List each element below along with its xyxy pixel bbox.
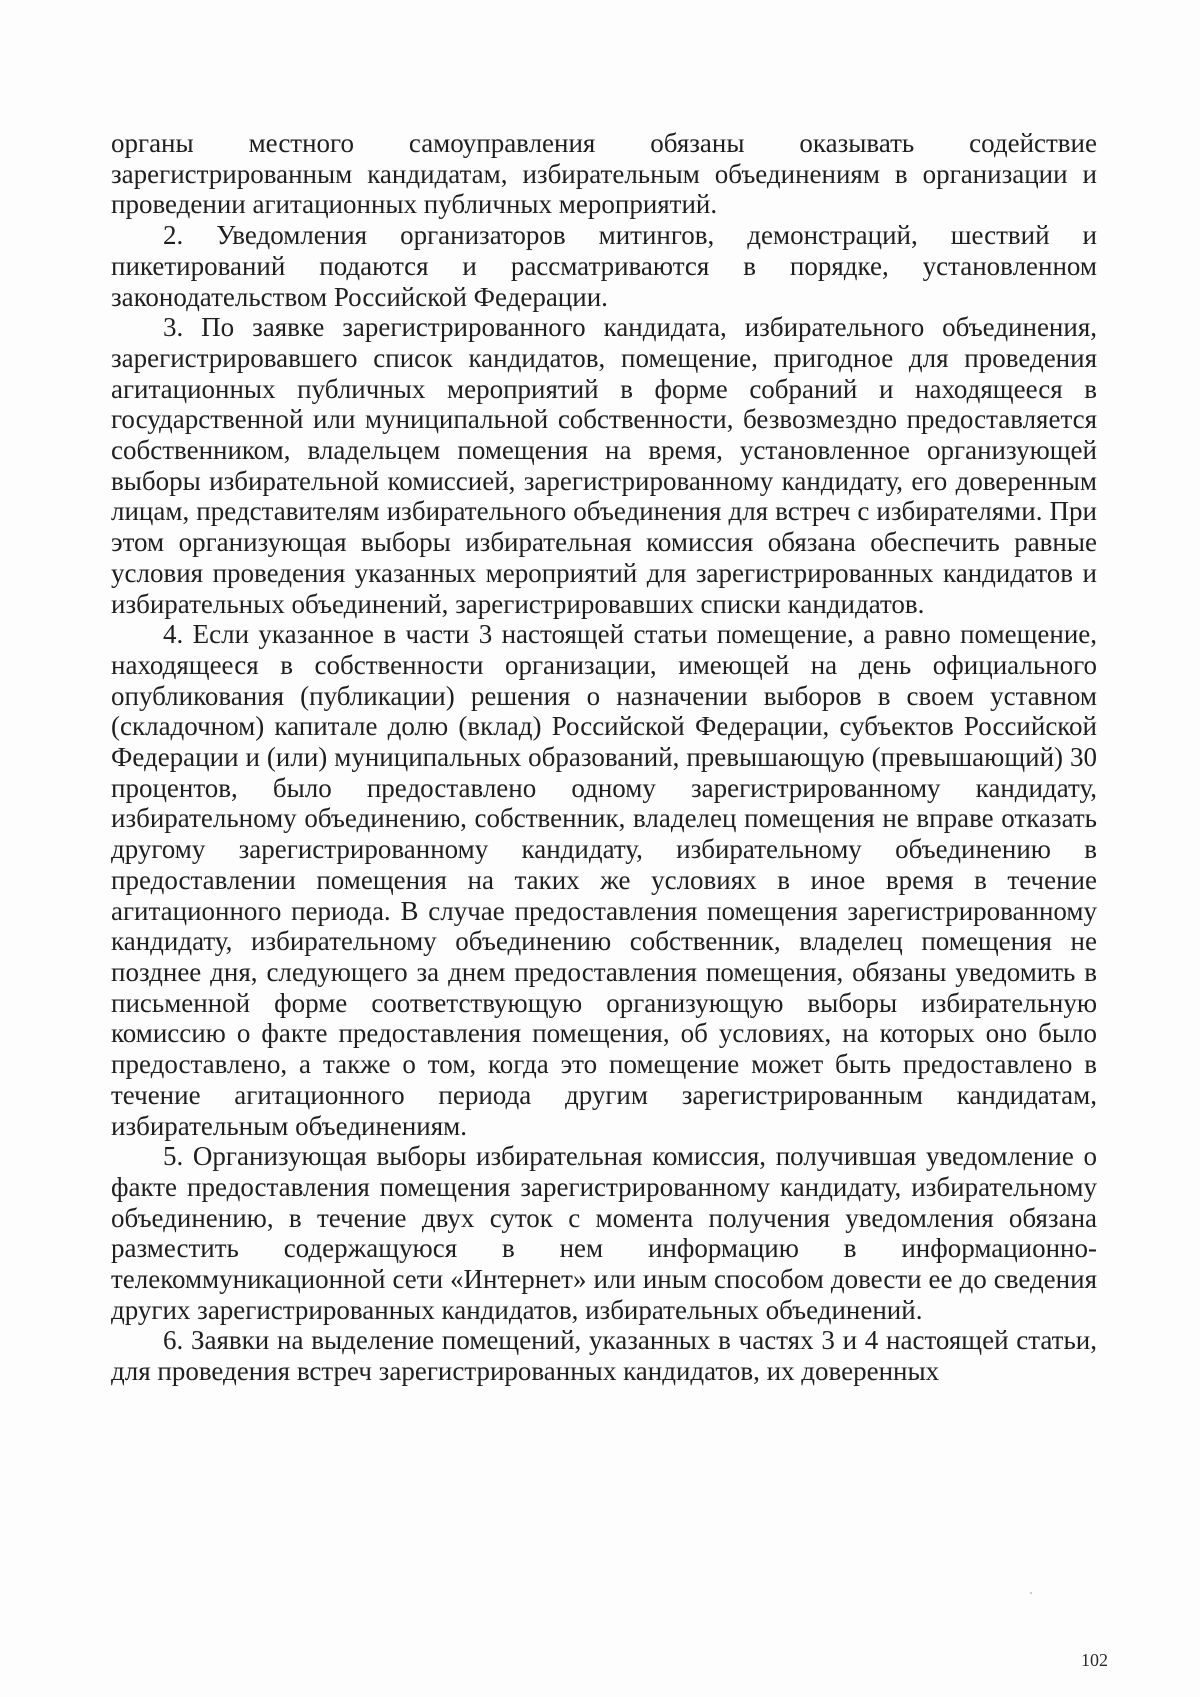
paragraph-continuation: органы местного самоуправления обязаны оказывать содействие зарегистрированным кандидатам, избирательным объединениям в организации и проведении агитационных публичных мероприятий. [111, 128, 1097, 220]
paragraph-6: 6. Заявки на выделение помещений, указанных в частях 3 и 4 настоящей статьи, для проведения встреч зарегистрированных кандидатов, их доверенных [111, 1325, 1097, 1387]
paragraph-3: 3. По заявке зарегистрированного кандидата, избирательного объединения, зарегистрировавшего список кандидатов, помещение, пригодное для проведения агитационных публичных мероприятий в форме собраний и находящееся в государственной или муниципальной собственности, безвозмездно предоставляется собственником, владельцем помещения на время, установленное организующей выборы избирательной комиссией, зарегистрированному кандидату, его доверенным лицам, представителям избирательного объединения для встреч с избирателями. При этом организующая выборы избирательная комиссия обязана обеспечить равные условия проведения указанных мероприятий для зарегистрированных кандидатов и избирательных объединений, зарегистрировавших списки кандидатов. [111, 312, 1097, 619]
body-text [111, 128, 1097, 1387]
scan-speck [1030, 1592, 1032, 1594]
page-number: 102 [1081, 1650, 1108, 1670]
paragraph-4: 4. Если указанное в части 3 настоящей статьи помещение, а равно помещение, находящееся в собственности организации, имеющей на день официального опубликования (публикации) решения о назначении выборов в своем уставном (складочном) капитале долю (вклад) Российской Федерации, субъектов Российской Федерации и (или) муниципальных образований, превышающую (превышающий) 30 процентов, было предоставлено одному зарегистрированному кандидату, избирательному объединению, собственник, владелец помещения не вправе отказать другому зарегистрированному кандидату, избирательному объединению в предоставлении помещения на таких же условиях в иное время в течение агитационного периода. В случае предоставления помещения зарегистрированному кандидату, избирательному объединению собственник, владелец помещения не позднее дня, следующего за днем предоставления помещения, обязаны уведомить в письменной форме соответствующую организующую выборы избирательную комиссию о факте предоставления помещения, об условиях, на которых оно было предоставлено, а также о том, когда это помещение может быть предоставлено в течение агитационного периода другим зарегистрированным кандидатам, избирательным объединениям. [111, 619, 1097, 1141]
paragraph-2: 2. Уведомления организаторов митингов, демонстраций, шествий и пикетирований подаются и рассматриваются в порядке, установленном законодательством Российской Федерации. [111, 220, 1097, 312]
paragraph-5: 5. Организующая выборы избирательная комиссия, получившая уведомление о факте предоставления помещения зарегистрированному кандидату, избирательному объединению, в течение двух суток с момента получения уведомления обязана разместить содержащуюся в нем информацию в информационно-телекоммуникационной сети «Интернет» или иным способом довести ее до сведения других зарегистрированных кандидатов, избирательных объединений. [111, 1141, 1097, 1325]
